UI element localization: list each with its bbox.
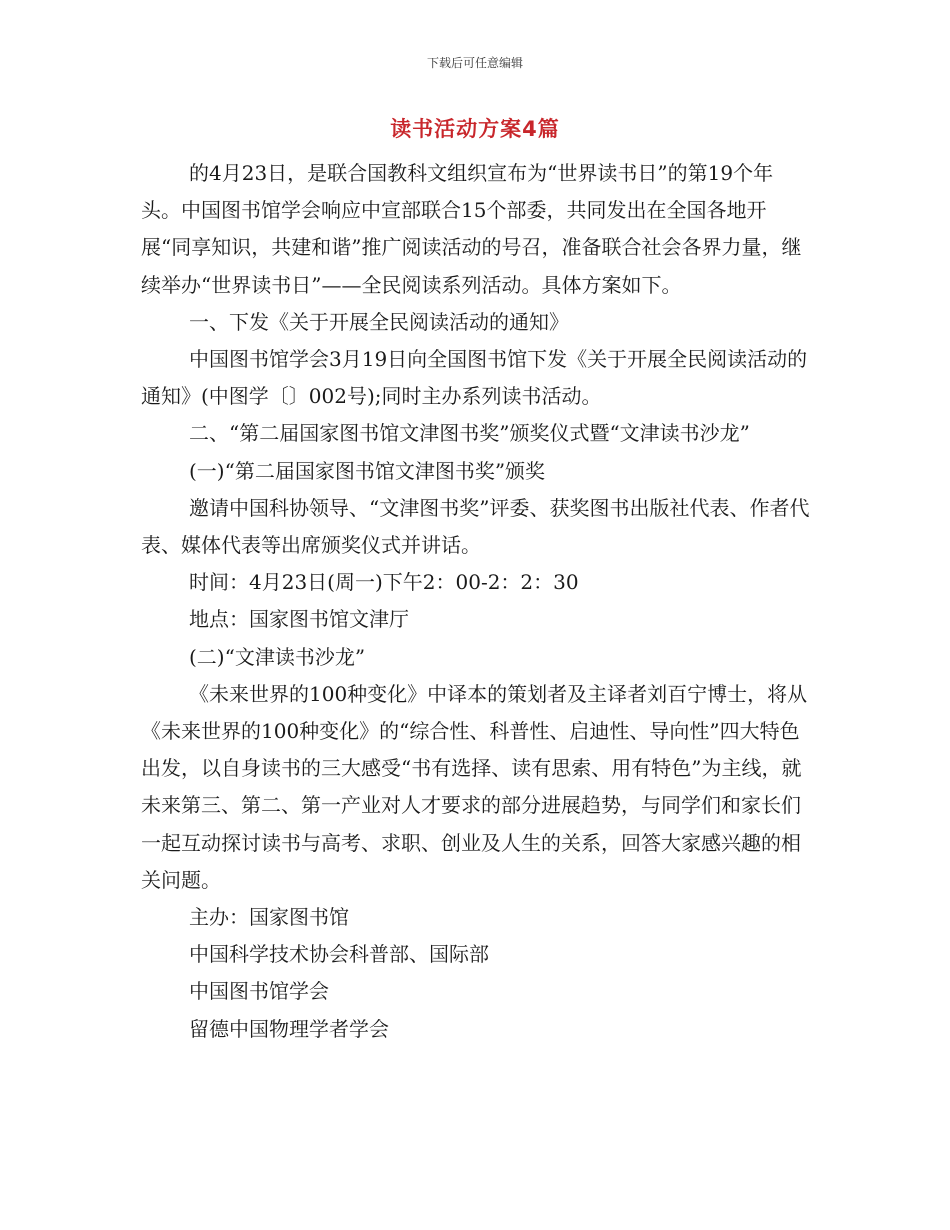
- paragraph-host: 主办：国家图书馆: [189, 905, 349, 930]
- paragraph-subsection-1-body: 邀请中国科协领导、“文津图书奖”评委、获奖图书出版社代表、作者代表、媒体代表等出席颁奖仪式并讲话。: [141, 495, 810, 558]
- paragraph-co-host-3: 留德中国物理学者学会: [189, 1016, 389, 1041]
- paragraph-subsection-1-heading: (一)“第二届国家图书馆文津图书奖”颁奖: [189, 458, 546, 483]
- paragraph-co-host-2: 中国图书馆学会: [189, 979, 329, 1004]
- document-title: 读书活动方案4篇: [390, 117, 560, 141]
- header-note: 下载后可任意编辑: [426, 56, 523, 70]
- paragraph-co-host-1: 中国科学技术协会科普部、国际部: [189, 942, 489, 967]
- paragraph-subsection-2-heading: (二)“文津读书沙龙”: [189, 644, 366, 669]
- paragraph-intro: 的4月23日，是联合国教科文组织宣布为“世界读书日”的第19个年头。中国图书馆学会响应中宣部联合15个部委，共同发出在全国各地开展“同享知识，共建和谐”推广阅读活动的号召，准备联合社会各界力量，继续举办“世界读书日”——全民阅读系列活动。具体方案如下。: [141, 161, 802, 297]
- paragraph-time: 时间：4月23日(周一)下午2：00-2：2：30: [189, 570, 579, 595]
- paragraph-location: 地点：国家图书馆文津厅: [189, 607, 409, 632]
- paragraph-subsection-2-body: 《未来世界的100种变化》中译本的策划者及主译者刘百宁博士，将从《未来世界的100种变化》的“综合性、科普性、启迪性、导向性”四大特色出发，以自身读书的三大感受“书有选择、读有思索、用有特色”为主线，就未来第三、第二、第一产业对人才要求的部分进展趋势，与同学们和家长们一起互动探讨读书与高考、求职、创业及人生的关系，回答大家感兴趣的相关问题。: [141, 681, 808, 892]
- paragraph-section-1-body: 中国图书馆学会3月19日向全国图书馆下发《关于开展全民阅读活动的通知》(中图学〔〕002号);同时主办系列读书活动。: [141, 347, 808, 409]
- document-body: [141, 155, 811, 1048]
- paragraph-section-2-heading: 二、“第二届国家图书馆文津图书奖”颁奖仪式暨“文津读书沙龙”: [189, 421, 750, 446]
- paragraph-section-1-heading: 一、下发《关于开展全民阅读活动的通知》: [189, 309, 569, 334]
